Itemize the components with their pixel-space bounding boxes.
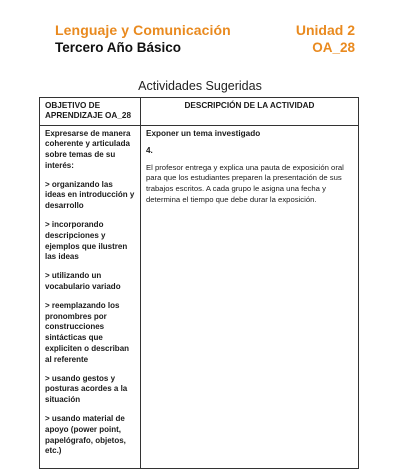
subject-title: Lenguaje y Comunicación — [55, 22, 231, 38]
objective-item: > utilizando un vocabulario variado — [45, 271, 121, 292]
section-title: Actividades Sugeridas — [138, 79, 262, 93]
activity-title: Exponer un tema investigado — [146, 128, 261, 138]
unit-label: Unidad 2 — [295, 22, 355, 38]
activities-table — [39, 97, 359, 469]
objective-item: > usando material de apoyo (power point, papelógrafo, objetos, etc.) — [45, 414, 126, 456]
objective-column-header: OBJETIVO DE APRENDIZAJE OA_28 — [40, 98, 141, 126]
description-column-header: DESCRIPCIÓN DE LA ACTIVIDAD — [141, 98, 359, 126]
description-cell — [141, 125, 359, 469]
objective-item: > incorporando descripciones y ejemplos que ilustren las ideas — [45, 220, 128, 262]
table-header-row — [40, 98, 359, 126]
grade-label: Tercero Año Básico — [55, 40, 182, 55]
objective-intro: Expresarse de manera coherente y articulada sobre temas de su interés: — [45, 128, 131, 170]
activity-number: 4. — [146, 145, 153, 155]
objective-cell — [40, 125, 141, 469]
objective-item: > usando gestos y posturas acordes a la situación — [45, 373, 128, 405]
table-row — [40, 125, 359, 469]
document-header — [55, 22, 355, 55]
objective-item: > organizando las ideas en introducción y desarrollo — [45, 179, 135, 211]
objective-item: > reemplazando los pronombres por construcciones sintácticas que expliciten o describan al referente — [45, 300, 130, 364]
objective-code: OA_28 — [312, 40, 355, 55]
activity-description: El profesor entrega y explica una pauta de exposición oral para que los estudiantes preparen la presentación de sus trabajos escritos. A cada grupo le asigna una fecha y determina el tiempo que debe durar la exposición. — [146, 162, 344, 204]
